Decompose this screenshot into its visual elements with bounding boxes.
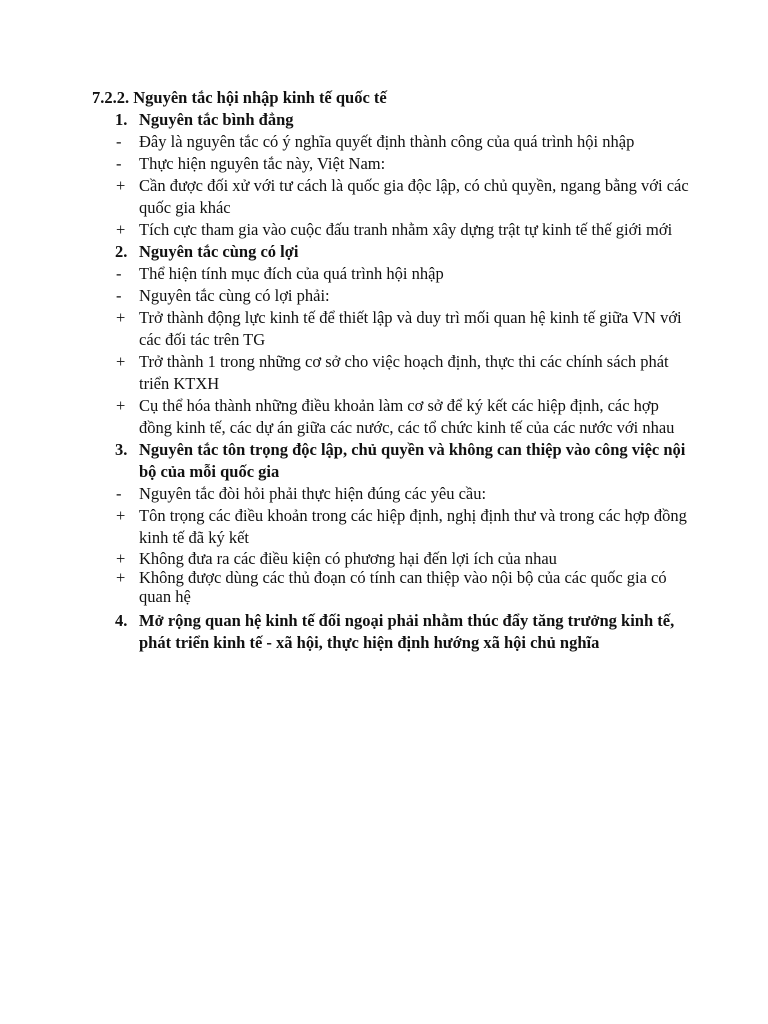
- section-title: Nguyên tắc tôn trọng độc lập, chủ quyền và không can thiệp vào công việc nội bộ của mỗi quốc gia: [139, 440, 686, 481]
- plus-bullet: +: [116, 396, 126, 415]
- section-title: Nguyên tắc cùng có lợi: [139, 242, 299, 261]
- section-heading: 7.2.2. Nguyên tắc hội nhập kinh tế quốc tế: [92, 88, 387, 107]
- list-item-text: Thể hiện tính mục đích của quá trình hội nhập: [139, 264, 444, 283]
- numbered-heading-2: [92, 241, 692, 263]
- list-item-text: Tích cực tham gia vào cuộc đấu tranh nhằm xây dựng trật tự kinh tế thế giới mới: [139, 220, 673, 239]
- list-item: [92, 153, 692, 175]
- list-item: [92, 549, 692, 568]
- section-number: 3.: [115, 440, 128, 459]
- list-item-text: Tôn trọng các điều khoản trong các hiệp định, nghị định thư và trong các hợp đồng kinh tế đã ký kết: [139, 506, 687, 547]
- numbered-heading-3: [92, 439, 692, 483]
- dash-bullet: -: [116, 154, 122, 173]
- list-item: [92, 395, 692, 439]
- list-item-text: Trở thành 1 trong những cơ sở cho việc hoạch định, thực thi các chính sách phát triển KTXH: [139, 352, 669, 393]
- section-number: 1.: [115, 110, 128, 129]
- numbered-heading-4: [92, 610, 692, 654]
- list-item: [92, 285, 692, 307]
- list-item: [92, 219, 692, 241]
- list-item: [92, 351, 692, 395]
- dash-bullet: -: [116, 132, 122, 151]
- list-item-text: Cụ thể hóa thành những điều khoản làm cơ sở để ký kết các hiệp định, các hợp đồng kinh tế, các dự án giữa các nước, các tổ chức kinh tế của các nước với nhau: [139, 396, 675, 437]
- section-number: 4.: [115, 611, 128, 630]
- list-item: [92, 568, 692, 606]
- list-item: [92, 483, 692, 505]
- plus-bullet: +: [116, 352, 126, 371]
- dash-bullet: -: [116, 484, 122, 503]
- plus-bullet: +: [116, 176, 126, 195]
- plus-bullet: +: [116, 308, 126, 327]
- list-item: [92, 131, 692, 153]
- list-item-text: Thực hiện nguyên tắc này, Việt Nam:: [139, 154, 386, 173]
- list-item: [92, 175, 692, 219]
- list-item: [92, 307, 692, 351]
- dash-bullet: -: [116, 264, 122, 283]
- list-item: [92, 505, 692, 549]
- plus-bullet: +: [116, 220, 126, 239]
- list-item-text: Nguyên tắc đòi hỏi phải thực hiện đúng các yêu cầu:: [139, 484, 487, 503]
- dash-bullet: -: [116, 286, 122, 305]
- document-content: [92, 87, 692, 654]
- list-item-text: Trở thành động lực kinh tế để thiết lập và duy trì mối quan hệ kinh tế giữa VN với các đối tác trên TG: [139, 308, 682, 349]
- list-item-text: Không được dùng các thủ đoạn có tính can thiệp vào nội bộ của các quốc gia có quan hệ: [139, 568, 667, 606]
- plus-bullet: +: [116, 506, 126, 525]
- list-item: [92, 263, 692, 285]
- plus-bullet: +: [116, 549, 126, 568]
- section-title: Mở rộng quan hệ kinh tế đối ngoại phải nhằm thúc đẩy tăng trưởng kinh tế, phát triển kinh tế - xã hội, thực hiện định hướng xã hội chủ nghĩa: [139, 611, 675, 652]
- list-item-text: Cần được đối xử với tư cách là quốc gia độc lập, có chủ quyền, ngang bằng với các quốc gia khác: [139, 176, 689, 217]
- list-item-text: Nguyên tắc cùng có lợi phải:: [139, 286, 330, 305]
- section-title: Nguyên tắc bình đẳng: [139, 110, 294, 129]
- list-item-text: Đây là nguyên tắc có ý nghĩa quyết định thành công của quá trình hội nhập: [139, 132, 635, 151]
- list-item-text: Không đưa ra các điều kiện có phương hại đến lợi ích của nhau: [139, 549, 557, 568]
- plus-bullet: +: [116, 568, 126, 587]
- numbered-heading-1: [92, 109, 692, 131]
- section-number: 2.: [115, 242, 128, 261]
